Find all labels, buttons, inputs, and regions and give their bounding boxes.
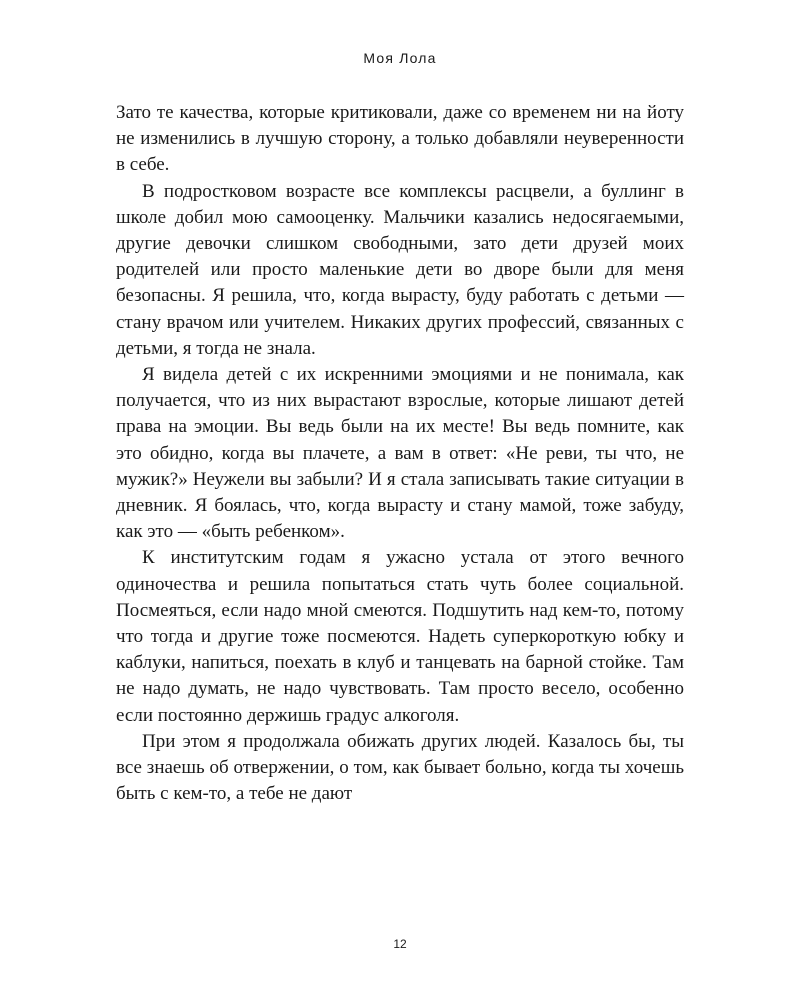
paragraph-5: При этом я продолжала обижать других людей. Казалось бы, ты все знаешь об отвержении, о том, как бывает больно, когда ты хочешь быть с кем-то, а тебе не дают <box>116 730 684 805</box>
page-number: 12 <box>393 937 407 951</box>
paragraph-3: Я видела детей с их искренними эмоциями и не понимала, как получается, что из них вырастают взрослые, которые лишают детей права на эмоции. Вы ведь были на их месте! Вы ведь помните, как это обидно, когда вы плачете, а вам в ответ: «Не реви, ты что, не мужик?» Неужели вы забыли? И я стала записывать такие ситуации в дневник. Я боялась, что, когда вырасту и стану мамой, тоже забуду, как это — «быть ребенком». <box>116 364 684 543</box>
paragraph-2: В подростковом возрасте все комплексы расцвели, а буллинг в школе добил мою самооценку. Мальчики казались недосягаемыми, другие девочки слишком свободными, зато дети друзей моих родителей или просто маленькие дети во дворе были для меня безопасны. Я решила, что, когда вырасту, буду работать с детьми — стану врачом или учителем. Никаких других профессий, связанных с детьми, я тогда не знала. <box>116 180 684 359</box>
paragraph-4: К институтским годам я ужасно устала от этого вечного одиночества и решила попытаться стать чуть более социальной. Посмеяться, если надо мной смеются. Подшутить над кем-то, потому что тогда и другие тоже посмеются. Надеть суперкороткую юбку и каблуки, напиться, поехать в клуб и танцевать на барной стойке. Там не надо думать, не надо чувствовать. Там просто весело, особенно если постоянно держишь градус алкоголя. <box>116 547 684 726</box>
running-head: Моя Лола <box>363 50 437 66</box>
body-text <box>116 100 684 807</box>
paragraph-1: Зато те качества, которые критиковали, даже со временем ни на йоту не изменились в лучшую сторону, а только добавляли неуверенности в себе. <box>116 102 684 176</box>
